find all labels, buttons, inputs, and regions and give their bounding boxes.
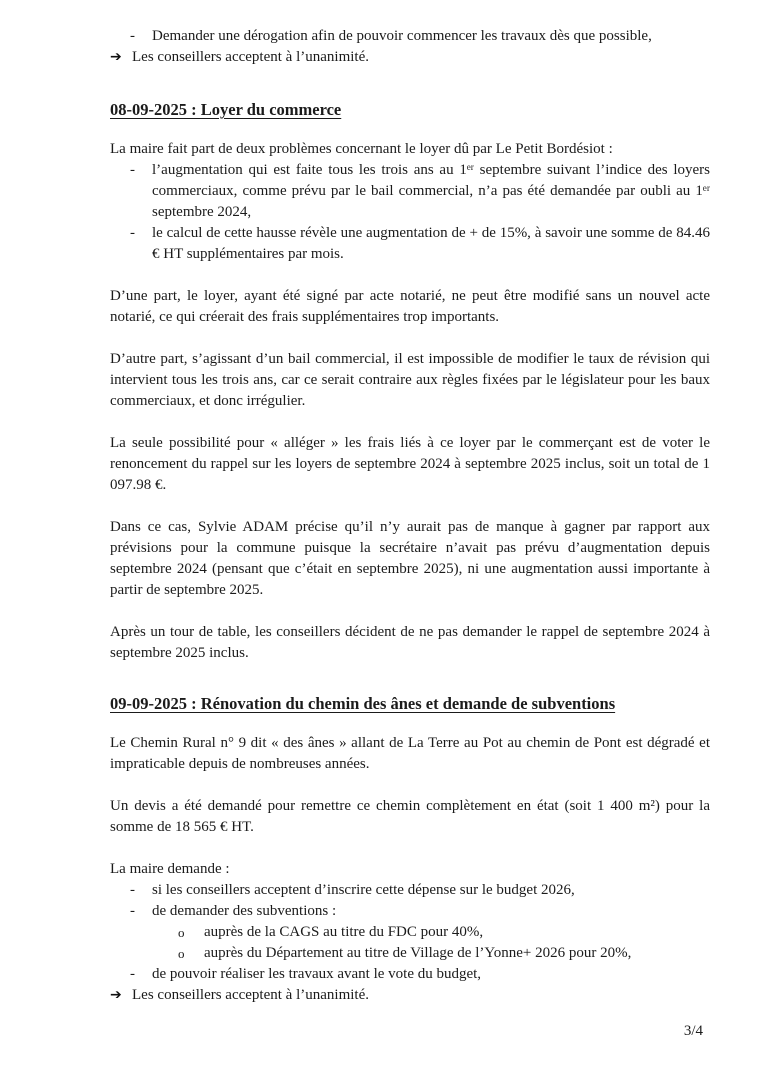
dash-bullet-icon: - (130, 28, 135, 44)
paragraph: La maire fait part de deux problèmes concernant le loyer dû par Le Petit Bordésiot : (110, 141, 613, 157)
paragraph: Après un tour de table, les conseillers décident de ne pas demander le rappel de septembre 2024 à septembre 2025 inclus. (110, 624, 710, 661)
decision-text: Les conseillers acceptent à l’unanimité. (132, 49, 369, 65)
list-item (110, 160, 710, 223)
list-item-text: l’augmentation qui est faite tous les trois ans au 1ᵉʳ septembre suivant l’indice des loyers commerciaux, comme prévu par le bail commercial, n’a pas été demandée par oubli au 1ᵉʳ septembre 2024, (152, 162, 710, 220)
list-item-text: de demander des subventions : (152, 903, 337, 919)
list-item (110, 26, 710, 47)
list-item (110, 880, 710, 901)
dash-bullet-icon: - (130, 882, 135, 898)
decision-line (110, 47, 710, 68)
list-item-text: si les conseillers acceptent d’inscrire cette dépense sur le budget 2026, (152, 882, 575, 898)
section-heading: 09-09-2025 : Rénovation du chemin des ânes et demande de subventions (110, 694, 616, 713)
paragraph: Dans ce cas, Sylvie ADAM précise qu’il n’y aurait pas de manque à gagner par rapport aux prévisions pour la commune puisque la secrétaire n’avait pas prévu d’augmentation depuis septembre 2024 (pensant que c’était en septembre 2025), ni une augmentation aussi importante à partir de septembre 2025. (110, 519, 710, 598)
paragraph: Un devis a été demandé pour remettre ce chemin complètement en état (soit 1 400 m²) pour la somme de 18 565 € HT. (110, 798, 710, 835)
list-item-text: le calcul de cette hausse révèle une augmentation de + de 15%, à savoir une somme de 84.46 € HT supplémentaires par mois. (152, 225, 710, 262)
dash-bullet-icon: - (130, 162, 135, 178)
list-item-text: de pouvoir réaliser les travaux avant le vote du budget, (152, 966, 482, 982)
paragraph: D’autre part, s’agissant d’un bail commercial, il est impossible de modifier le taux de révision qui intervient tous les trois ans, car ce serait contraire aux règles fixées par le législateur pour les baux commerciaux, et donc irrégulier. (110, 351, 710, 409)
list-item-text: auprès de la CAGS au titre du FDC pour 40%, (204, 924, 484, 940)
dash-bullet-icon: - (130, 903, 135, 919)
circle-bullet-icon: o (178, 925, 185, 940)
paragraph: D’une part, le loyer, ayant été signé par acte notarié, ne peut être modifié sans un nouvel acte notarié, ce qui créerait des frais supplémentaires trop importants. (110, 288, 710, 325)
list-item-text: Demander une dérogation afin de pouvoir commencer les travaux dès que possible, (152, 28, 652, 44)
page-number: 3/4 (683, 1023, 703, 1039)
arrow-icon: ➔ (110, 49, 122, 65)
list-item-text: auprès du Département au titre de Village de l’Yonne+ 2026 pour 20%, (204, 945, 632, 961)
list-item-nested (110, 943, 710, 964)
dash-bullet-icon: - (130, 966, 135, 982)
dash-bullet-icon: - (130, 225, 135, 241)
paragraph: La maire demande : (110, 861, 230, 877)
list-item-nested (110, 922, 710, 943)
section-heading: 08-09-2025 : Loyer du commerce (110, 100, 342, 119)
paragraph: La seule possibilité pour « alléger » les frais liés à ce loyer par le commerçant est de voter le renoncement du rappel sur les loyers de septembre 2024 à septembre 2025 inclus, soit un total de 1 097.98 €. (110, 435, 710, 493)
circle-bullet-icon: o (178, 946, 185, 961)
list-item (110, 964, 710, 985)
decision-text: Les conseillers acceptent à l’unanimité. (132, 987, 369, 1003)
list-item (110, 223, 710, 265)
paragraph: Le Chemin Rural n° 9 dit « des ânes » allant de La Terre au Pot au chemin de Pont est dégradé et impraticable depuis de nombreuses années. (110, 735, 710, 772)
arrow-icon: ➔ (110, 987, 122, 1003)
list-item (110, 901, 710, 922)
decision-line (110, 985, 710, 1006)
